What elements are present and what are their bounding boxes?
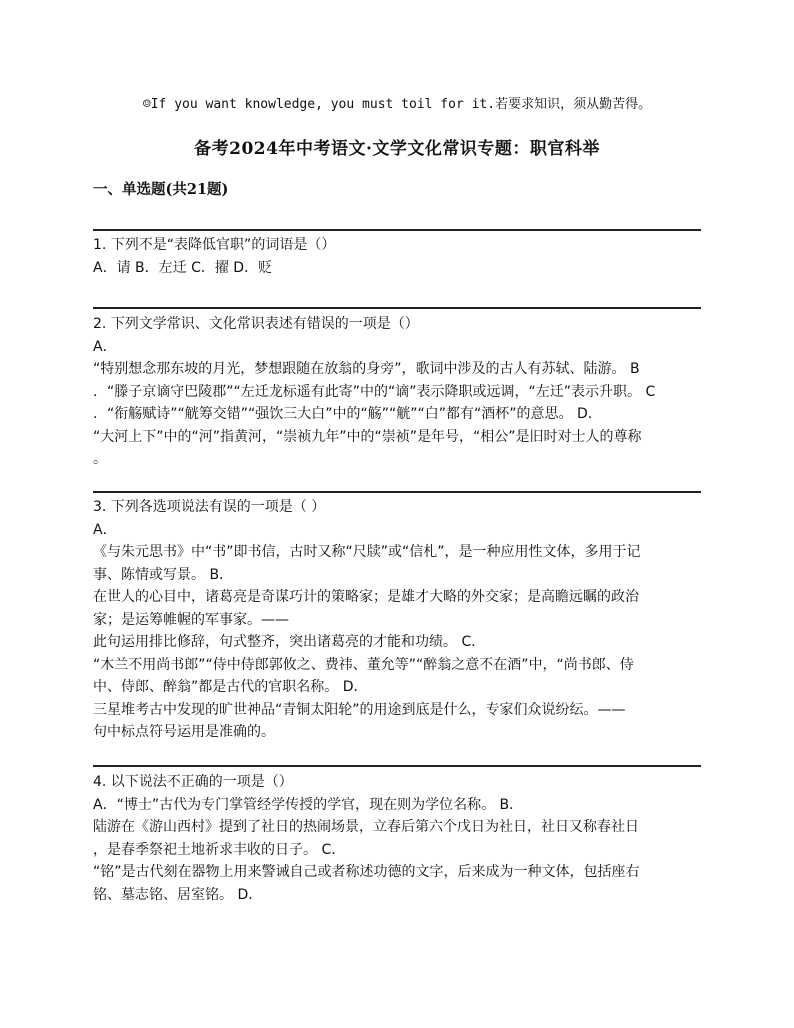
question-line: “特别想念那东坡的月光，梦想跟随在放翁的身旁”，歌词中涉及的古人有苏轼、陆游。 B [93,361,640,377]
page-title: 备考2024年中考语文·文学文化常识专题：职官科举 [194,139,600,159]
header-motto: ☺If you want knowledge, you must toil for it.若要求知识，须从勤苦得。 [142,97,652,112]
question-line: “铭”是古代刻在器物上用来警诫自己或者称述功德的文字，后来成为一种文体，包括座右 [93,864,640,880]
question-line: “大河上下”中的“河”指黄河，“崇祯九年”中的“崇祯”是年号，“相公”是旧时对士人的尊称 [93,428,642,445]
question-divider [93,765,701,767]
question-4 [93,771,705,906]
question-line: A．“博士”古代为专门掌管经学传授的学官，现在则为学位名称。 B． [93,796,524,813]
question-line: A． [93,338,117,355]
question-line: A． [93,521,117,538]
question-line: 《与朱元思书》中“书”即书信，古时又称“尺牍”或“信札”，是一种应用性文体，多用于记 [93,544,641,560]
question-line: 中、侍郎、醉翁”都是古代的官职名称。 D． [93,679,368,695]
question-line: ，是春季祭祀土地祈求丰收的日子。 C． [93,841,346,858]
question-2 [93,313,705,471]
question-line: 此句运用排比修辞，句式整齐，突出诸葛亮的才能和功绩。 C． [93,634,486,650]
question-line: 。 [93,451,107,467]
question-divider [93,491,701,493]
question-divider [93,307,701,309]
question-line: ．“滕子京谪守巴陵郡”“左迁龙标遥有此寄”中的“谪”表示降职或远调，“左迁”表示升职。 C [93,383,656,400]
question-line: A．请 B．左迁 C．擢 D．贬 [93,259,273,276]
question-line: 3. 下列各选项说法有误的一项是（ ） [93,499,326,515]
question-line: 陆游在《游山西村》提到了社日的热闹场景，立春后第六个戊日为社日，社日又称春社日 [93,819,639,835]
question-3 [93,496,705,744]
question-line: 1. 下列不是“表降低官职”的词语是（） [93,237,336,253]
question-line: 三星堆考古中发现的旷世神品“青铜太阳轮”的用途到底是什么，专家们众说纷纭。—— [93,701,626,718]
question-line: 4. 以下说法不正确的一项是（） [93,774,293,790]
question-line: 句中标点符号运用是准确的。 [93,724,275,740]
question-line: 铭、墓志铭、居室铭。 D． [93,886,263,903]
question-line: “木兰不用尚书郎”“侍中侍郎郭攸之、费祎、董允等”“醉翁之意不在酒”中，“尚书郎、侍 [93,656,634,673]
question-line: 在世人的心目中，诸葛亮是奇谋巧计的策略家；是雄才大略的外交家；是高瞻远瞩的政治 [93,589,639,605]
question-line: 家；是运筹帷幄的军事家。—— [93,611,289,628]
question-line: ．“衔觞赋诗”“觥筹交错”“强饮三大白”中的“觞”“觥”“白”都有“酒杯”的意思。 D． [93,406,602,422]
question-divider [93,229,701,231]
question-1 [93,234,705,279]
section-heading: 一、单选题(共21题) [93,181,229,198]
question-line: 2. 下列文学常识、文化常识表述有错误的一项是（） [93,316,419,332]
question-line: 事、陈情或写景。 B． [93,566,234,583]
